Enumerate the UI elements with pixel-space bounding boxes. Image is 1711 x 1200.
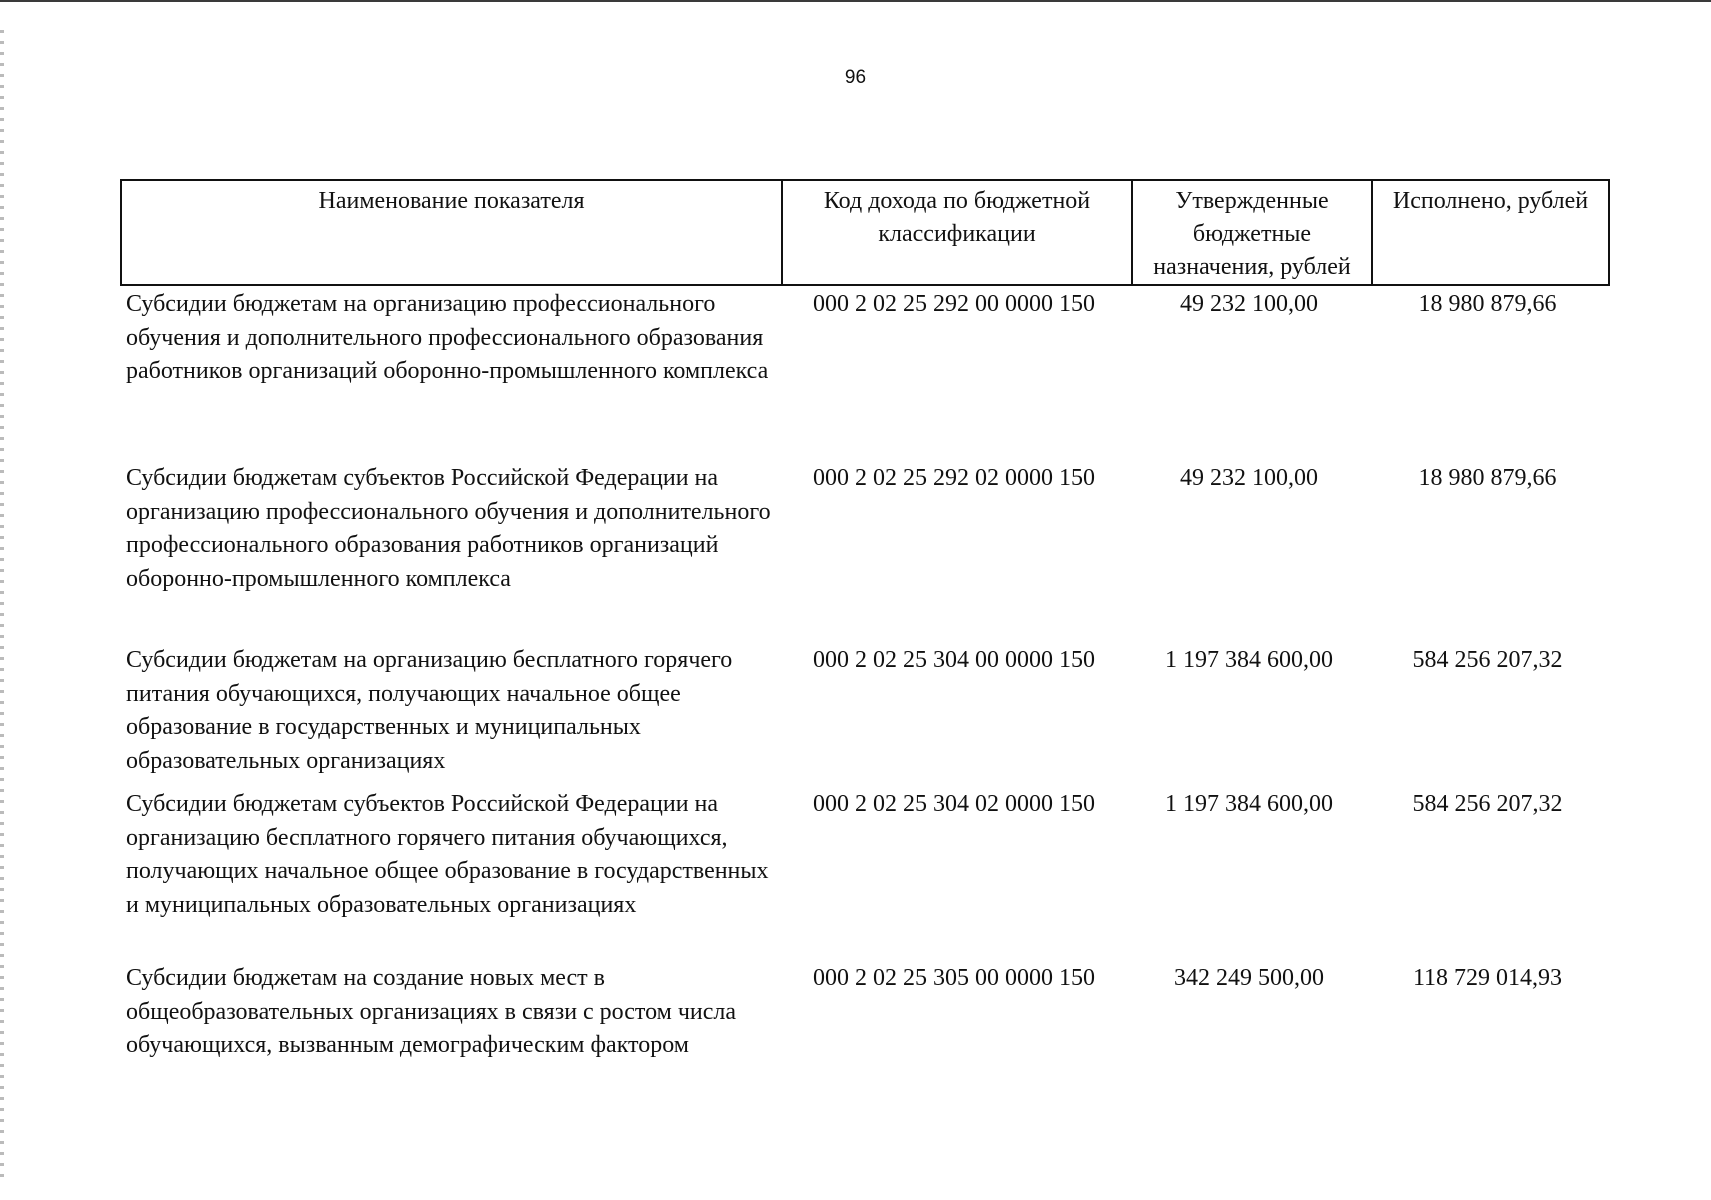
- row-executed: 584 256 207,32: [1412, 791, 1563, 817]
- row-code: 000 2 02 25 292 00 0000 150: [813, 291, 1095, 317]
- page-number: 96: [844, 67, 867, 88]
- row-approved: 49 232 100,00: [1180, 465, 1318, 491]
- table-row: [120, 788, 1610, 922]
- row-approved: 342 249 500,00: [1174, 965, 1324, 991]
- row-executed: 118 729 014,93: [1412, 965, 1563, 991]
- table-row: [120, 288, 1610, 389]
- table-row: [120, 462, 1610, 596]
- table-row: [120, 644, 1610, 778]
- row-approved: 1 197 384 600,00: [1165, 791, 1333, 817]
- row-code: 000 2 02 25 304 00 0000 150: [813, 647, 1095, 673]
- header-name: Наименование показателя: [318, 188, 585, 214]
- row-name: Субсидии бюджетам на организацию профессионального обучения и дополнительного профессионального образования работников организаций оборонно-промышленного комплекса: [126, 291, 769, 384]
- row-name: Субсидии бюджетам субъектов Российской Федерации на организацию бесплатного горячего питания обучающихся, получающих начальное общее образование в государственных и муниципальных образовательных организациях: [126, 791, 769, 918]
- scan-edge-left: [0, 30, 4, 1180]
- table-row: [120, 962, 1610, 1063]
- row-code: 000 2 02 25 305 00 0000 150: [813, 965, 1095, 991]
- row-approved: 49 232 100,00: [1180, 291, 1318, 317]
- header-code: Код дохода по бюджетной классификации: [781, 181, 1131, 284]
- row-executed: 18 980 879,66: [1418, 291, 1557, 317]
- scan-edge-top: [0, 0, 1711, 2]
- row-name: Субсидии бюджетам субъектов Российской Федерации на организацию профессионального обучения и дополнительного профессионального образования работников организаций оборонно-промышленного комплекса: [126, 465, 771, 592]
- row-name: Субсидии бюджетам на создание новых мест в общеобразовательных организациях в связи с ростом числа обучающихся, вызванным демографическим фактором: [126, 965, 737, 1058]
- row-name: Субсидии бюджетам на организацию бесплатного горячего питания обучающихся, получающих начальное общее образование в государственных и муниципальных образовательных организациях: [126, 647, 733, 774]
- row-executed: 584 256 207,32: [1412, 647, 1563, 673]
- row-approved: 1 197 384 600,00: [1165, 647, 1333, 673]
- row-executed: 18 980 879,66: [1418, 465, 1557, 491]
- table-header: [120, 179, 1610, 286]
- row-code: 000 2 02 25 292 02 0000 150: [813, 465, 1095, 491]
- row-code: 000 2 02 25 304 02 0000 150: [813, 791, 1095, 817]
- header-approved: Утвержденные бюджетные назначения, рублей: [1131, 181, 1371, 284]
- header-executed: Исполнено, рублей: [1371, 181, 1608, 284]
